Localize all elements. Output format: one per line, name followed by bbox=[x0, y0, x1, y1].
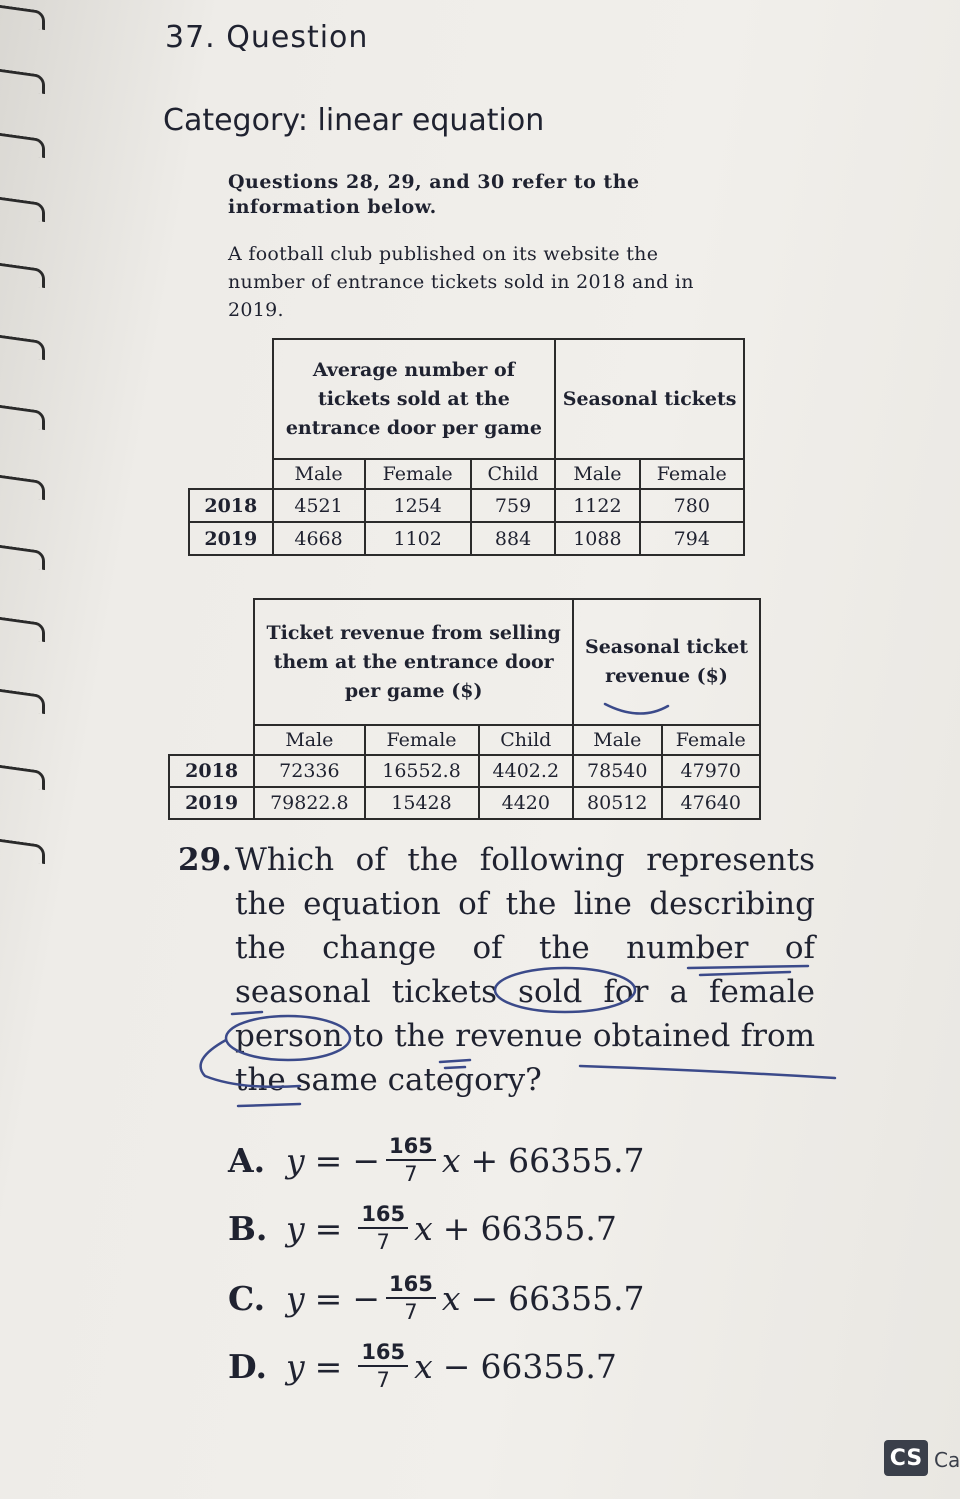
eq-equals: = bbox=[314, 1278, 343, 1318]
equation bbox=[286, 1339, 617, 1393]
table-corner bbox=[189, 459, 273, 489]
denominator: 7 bbox=[404, 1300, 418, 1324]
eq-op: − bbox=[442, 1346, 471, 1386]
table-cell: 4420 bbox=[479, 787, 573, 819]
binding-ring bbox=[0, 5, 45, 30]
binding-ring bbox=[0, 617, 45, 642]
table-row bbox=[189, 489, 744, 522]
tickets-sold-table bbox=[188, 338, 745, 556]
equation bbox=[286, 1271, 645, 1325]
question-29 bbox=[178, 838, 818, 1098]
option-label: B. bbox=[228, 1208, 268, 1248]
intro-text: Questions 28, 29, and 30 refer to the information below. bbox=[228, 171, 640, 218]
option-label: C. bbox=[228, 1278, 266, 1318]
table-group-header: Seasonal ticket revenue ($) bbox=[573, 599, 760, 725]
equation bbox=[286, 1133, 645, 1187]
eq-const: 66355.7 bbox=[480, 1208, 617, 1248]
numerator: 165 bbox=[386, 1133, 436, 1161]
row-year: 2019 bbox=[189, 522, 273, 555]
watermark-text: Ca bbox=[934, 1448, 960, 1472]
table-corner bbox=[169, 725, 254, 755]
spiral-binding bbox=[0, 0, 60, 900]
table-cell: 16552.8 bbox=[365, 755, 479, 787]
column-header: Child bbox=[471, 459, 555, 489]
table-cell: 72336 bbox=[254, 755, 364, 787]
binding-ring bbox=[0, 69, 45, 94]
column-header: Female bbox=[662, 725, 760, 755]
column-header: Male bbox=[555, 459, 639, 489]
row-year: 2019 bbox=[169, 787, 254, 819]
table-cell: 80512 bbox=[573, 787, 661, 819]
numerator: 165 bbox=[358, 1339, 408, 1367]
option-d[interactable] bbox=[228, 1331, 748, 1401]
table-corner bbox=[189, 339, 273, 459]
binding-ring bbox=[0, 839, 45, 864]
numerator: 165 bbox=[358, 1201, 408, 1229]
eq-lhs: y bbox=[286, 1346, 305, 1386]
table-cell: 47640 bbox=[662, 787, 760, 819]
eq-var: x bbox=[414, 1208, 433, 1248]
denominator: 7 bbox=[376, 1230, 390, 1254]
fraction bbox=[358, 1339, 408, 1393]
table-cell: 1088 bbox=[555, 522, 639, 555]
table-cell: 47970 bbox=[662, 755, 760, 787]
eq-sign: − bbox=[352, 1278, 380, 1318]
underline-mark bbox=[238, 1104, 300, 1106]
binding-ring bbox=[0, 197, 45, 222]
eq-var: x bbox=[414, 1346, 433, 1386]
fraction bbox=[386, 1271, 436, 1325]
option-label: D. bbox=[228, 1346, 267, 1386]
table-row bbox=[169, 787, 760, 819]
row-year: 2018 bbox=[169, 755, 254, 787]
table-group-header: Seasonal tickets bbox=[555, 339, 744, 459]
eq-op: − bbox=[470, 1278, 499, 1318]
table-cell: 4668 bbox=[273, 522, 365, 555]
eq-const: 66355.7 bbox=[508, 1278, 645, 1318]
binding-ring bbox=[0, 545, 45, 570]
binding-ring bbox=[0, 133, 45, 158]
eq-const: 66355.7 bbox=[508, 1140, 645, 1180]
table-cell: 759 bbox=[471, 489, 555, 522]
option-c[interactable] bbox=[228, 1263, 748, 1333]
table-cell: 15428 bbox=[365, 787, 479, 819]
ticket-revenue-table bbox=[168, 598, 761, 820]
binding-ring bbox=[0, 765, 45, 790]
eq-const: 66355.7 bbox=[480, 1346, 617, 1386]
column-header: Male bbox=[254, 725, 364, 755]
table-cell: 794 bbox=[640, 522, 744, 555]
column-header: Child bbox=[479, 725, 573, 755]
eq-equals: = bbox=[314, 1346, 343, 1386]
table-cell: 1254 bbox=[365, 489, 471, 522]
column-header: Female bbox=[640, 459, 744, 489]
table-cell: 1122 bbox=[555, 489, 639, 522]
binding-ring bbox=[0, 689, 45, 714]
table-cell: 4521 bbox=[273, 489, 365, 522]
denominator: 7 bbox=[404, 1162, 418, 1186]
table-cell: 78540 bbox=[573, 755, 661, 787]
description-text: A football club published on its website the number of entrance tickets sold in 2018 and in 2019. bbox=[228, 243, 694, 321]
option-a[interactable] bbox=[228, 1125, 748, 1195]
equation bbox=[286, 1201, 617, 1255]
question-number-heading: 37. Question bbox=[165, 20, 369, 55]
numerator: 165 bbox=[386, 1271, 436, 1299]
column-header: Female bbox=[365, 725, 479, 755]
question-number: 29. bbox=[178, 842, 232, 878]
binding-ring bbox=[0, 405, 45, 430]
column-header: Male bbox=[273, 459, 365, 489]
eq-lhs: y bbox=[286, 1278, 305, 1318]
table-cell: 780 bbox=[640, 489, 744, 522]
fraction bbox=[358, 1201, 408, 1255]
camscanner-logo: CS bbox=[884, 1440, 928, 1476]
binding-ring bbox=[0, 335, 45, 360]
eq-lhs: y bbox=[286, 1208, 305, 1248]
column-header: Male bbox=[573, 725, 661, 755]
option-b[interactable] bbox=[228, 1193, 748, 1263]
eq-op: + bbox=[470, 1140, 499, 1180]
question-text: Which of the following represents the equation of the line describing the change of the number of seasonal tickets sold for a female person to the revenue obtained from the same category? bbox=[235, 842, 815, 1098]
category-heading: Category: linear equation bbox=[163, 103, 545, 138]
table-cell: 79822.8 bbox=[254, 787, 364, 819]
eq-op: + bbox=[442, 1208, 471, 1248]
table-cell: 1102 bbox=[365, 522, 471, 555]
row-year: 2018 bbox=[189, 489, 273, 522]
eq-lhs: y bbox=[286, 1140, 305, 1180]
denominator: 7 bbox=[376, 1368, 390, 1392]
binding-ring bbox=[0, 475, 45, 500]
fraction bbox=[386, 1133, 436, 1187]
table-row bbox=[189, 522, 744, 555]
eq-var: x bbox=[441, 1278, 461, 1318]
binding-ring bbox=[0, 263, 45, 288]
eq-sign: − bbox=[352, 1140, 380, 1180]
column-header: Female bbox=[365, 459, 471, 489]
eq-equals: = bbox=[314, 1208, 343, 1248]
table-group-header: Average number of tickets sold at the entrance door per game bbox=[273, 339, 556, 459]
table-cell: 4402.2 bbox=[479, 755, 573, 787]
table-group-header: Ticket revenue from selling them at the entrance door per game ($) bbox=[254, 599, 573, 725]
table-cell: 884 bbox=[471, 522, 555, 555]
option-label: A. bbox=[228, 1140, 266, 1180]
eq-equals: = bbox=[314, 1140, 343, 1180]
eq-var: x bbox=[441, 1140, 461, 1180]
table-row bbox=[169, 755, 760, 787]
table-corner bbox=[169, 599, 254, 725]
